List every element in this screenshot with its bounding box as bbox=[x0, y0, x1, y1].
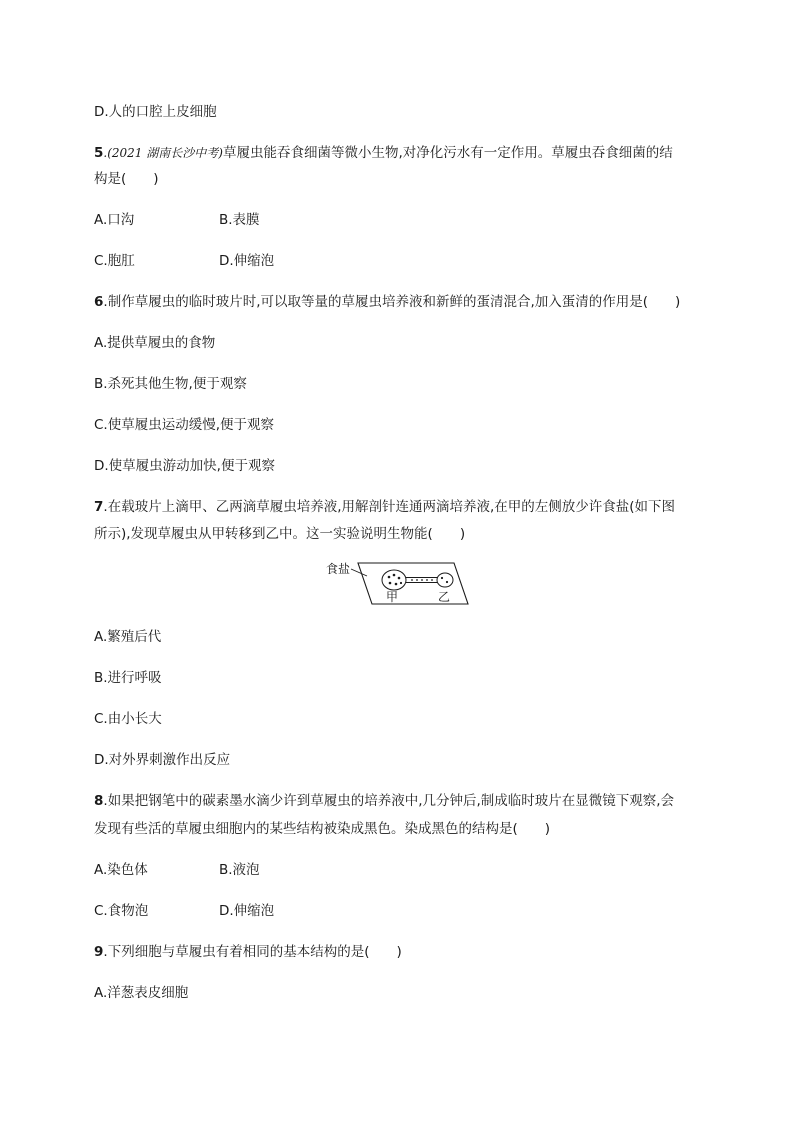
q5-stem-line2: 构是( ) bbox=[94, 171, 159, 187]
channel-dot bbox=[426, 579, 428, 581]
q5-number: 5 bbox=[94, 145, 104, 161]
channel-dot bbox=[416, 579, 418, 581]
paramecium-dot bbox=[398, 577, 401, 580]
q6-number: 6 bbox=[94, 294, 104, 310]
q6-option-b: B.杀死其他生物,便于观察 bbox=[94, 376, 247, 392]
slide-diagram bbox=[326, 558, 476, 610]
drop-jia bbox=[382, 570, 406, 590]
q7-stem-text: .在载玻片上滴甲、乙两滴草履虫培养液,用解剖针连通两滴培养液,在甲的左侧放少许食盐(如下图 bbox=[103, 499, 676, 515]
q7-stem-line2: 所示),发现草履虫从甲转移到乙中。这一实验说明生物能( ) bbox=[94, 526, 466, 542]
q7-stem-line1 bbox=[94, 498, 675, 516]
q9-stem-text: .下列细胞与草履虫有着相同的基本结构的是( ) bbox=[103, 944, 402, 960]
q8-number: 8 bbox=[94, 793, 104, 809]
q9-number: 9 bbox=[94, 944, 104, 960]
q6-option-c: C.使草履虫运动缓慢,便于观察 bbox=[94, 417, 275, 433]
channel-dot bbox=[421, 579, 423, 581]
q6-option-d: D.使草履虫游动加快,便于观察 bbox=[94, 458, 275, 474]
q5-stem-text: 草履虫能吞食细菌等微小生物,对净化污水有一定作用。草履虫吞食细菌的结 bbox=[222, 145, 673, 161]
q8-option-d: D.伸缩泡 bbox=[219, 903, 275, 919]
paramecium-dot bbox=[389, 582, 392, 585]
q6-option-a: A.提供草履虫的食物 bbox=[94, 335, 216, 351]
q6-stem-text: .制作草履虫的临时玻片时,可以取等量的草履虫培养液和新鲜的蛋清混合,加入蛋清的作用是( ) bbox=[103, 294, 681, 310]
q5-source: .(2021 湖南长沙中考) bbox=[103, 146, 223, 160]
q5-stem-line1 bbox=[94, 144, 673, 162]
q8-option-b: B.液泡 bbox=[219, 862, 260, 878]
q5-option-d: D.伸缩泡 bbox=[219, 253, 275, 269]
yi-label: 乙 bbox=[438, 590, 451, 604]
q8-stem-text: .如果把钢笔中的碳素墨水滴少许到草履虫的培养液中,几分钟后,制成临时玻片在显微镜下观察,会 bbox=[103, 793, 675, 809]
q5-option-b: B.表膜 bbox=[219, 212, 260, 228]
q9-option-a: A.洋葱表皮细胞 bbox=[94, 985, 189, 1001]
q8-stem-line1 bbox=[94, 792, 674, 810]
q8-stem-line2: 发现有些活的草履虫细胞内的某些结构被染成黑色。染成黑色的结构是( ) bbox=[94, 821, 551, 837]
channel-dot bbox=[431, 579, 433, 581]
q6-stem bbox=[94, 293, 680, 311]
paramecium-dot bbox=[388, 576, 391, 579]
salt-label: 食盐 bbox=[326, 562, 351, 576]
paramecium-dot bbox=[395, 583, 398, 586]
q7-option-a: A.繁殖后代 bbox=[94, 629, 162, 645]
q7-number: 7 bbox=[94, 499, 104, 515]
q7-option-c: C.由小长大 bbox=[94, 711, 162, 727]
q5-option-c: C.胞肛 bbox=[94, 253, 135, 269]
paramecium-dot bbox=[393, 574, 396, 577]
q8-option-c: C.食物泡 bbox=[94, 903, 149, 919]
q7-option-d: D.对外界刺激作出反应 bbox=[94, 752, 231, 768]
q8-option-a: A.染色体 bbox=[94, 862, 148, 878]
jia-label: 甲 bbox=[386, 590, 399, 604]
paramecium-dot bbox=[446, 581, 448, 583]
paramecium-dot bbox=[400, 582, 402, 584]
drop-yi bbox=[437, 573, 453, 587]
salt-pointer-line bbox=[351, 569, 367, 576]
channel-dot bbox=[411, 579, 413, 581]
q9-stem bbox=[94, 943, 402, 961]
paramecium-dot bbox=[441, 577, 443, 579]
q7-option-b: B.进行呼吸 bbox=[94, 670, 162, 686]
q5-option-a: A.口沟 bbox=[94, 212, 135, 228]
q4-option-d: D.人的口腔上皮细胞 bbox=[94, 104, 217, 120]
